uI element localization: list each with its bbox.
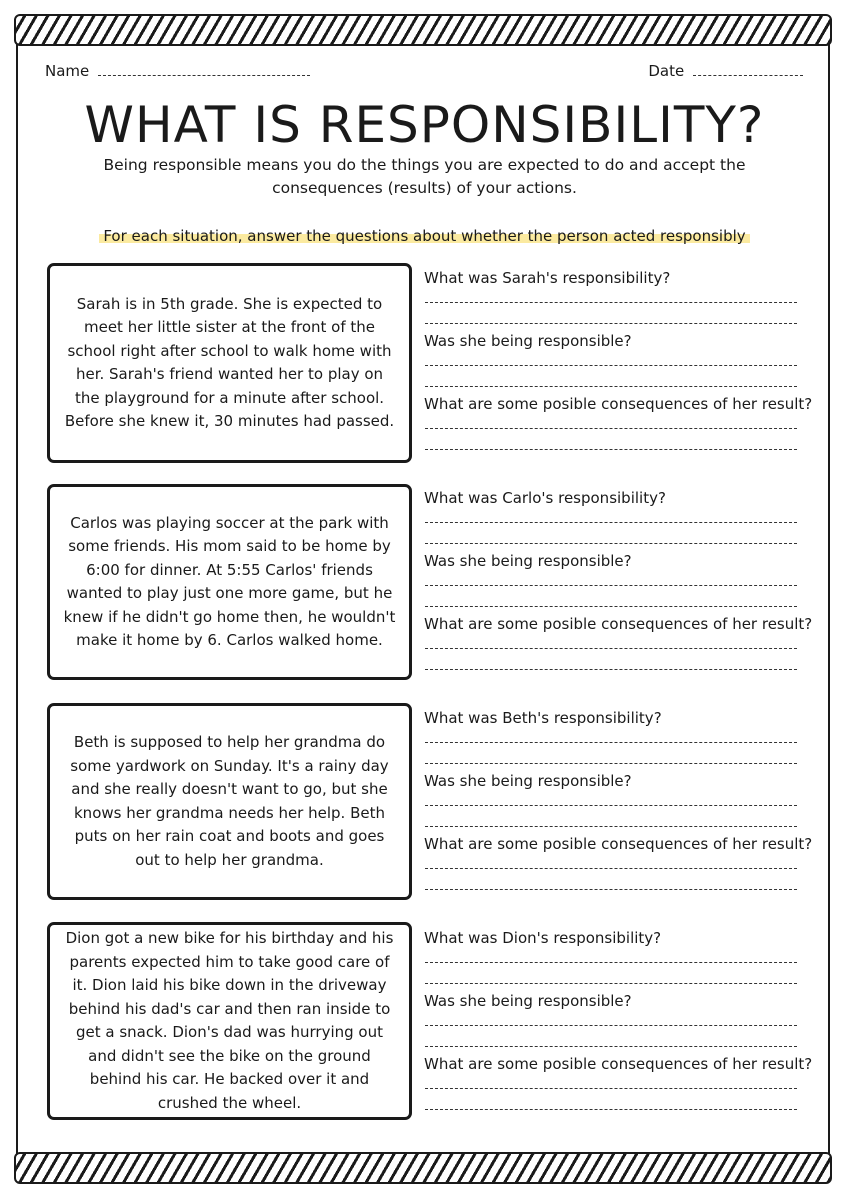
question-was-responsible: Was she being responsible? [424,772,632,790]
question-was-responsible: Was she being responsible? [424,552,632,570]
question-was-responsible: Was she being responsible? [424,992,632,1010]
answer-line[interactable] [425,449,797,450]
answer-line[interactable] [425,648,797,649]
answer-line[interactable] [425,1088,797,1089]
question-group-sarah [424,268,813,450]
name-blank[interactable] [98,63,310,76]
scenario-text: Beth is supposed to help her grandma do some yardwork on Sunday. It's a rainy day and she really doesn't want to go, but she knows her grandma needs her help. Beth puts on her rain coat and boots and goes out to help her grandma. [70,733,389,869]
scenario-text: Sarah is in 5th grade. She is expected to meet her little sister at the front of the school right after school to walk home with her. Sarah's friend wanted her to play on the playground for a minute after school. Before she knew it, 30 minutes had passed. [64,294,395,430]
scenario-box-carlos [47,484,412,680]
scenario-box-sarah [47,263,412,463]
answer-line[interactable] [425,889,797,890]
answer-line[interactable] [425,386,797,387]
question-was-responsible: Was she being responsible? [424,332,632,350]
scenario-text: Carlos was playing soccer at the park with some friends. His mom said to be home by 6:00 for dinner. At 5:55 Carlos' friends wanted to play just one more game, but he knew if he didn't go home then, he wouldn't make it home by 6. Carlos walked home. [63,513,396,649]
answer-line[interactable] [425,522,797,523]
question-responsibility: What was Dion's responsibility? [424,929,662,947]
answer-line[interactable] [425,606,797,607]
decorative-top-border [14,14,832,46]
page-title: WHAT IS RESPONSIBILITY? [84,96,765,154]
answer-line[interactable] [425,669,797,670]
answer-line[interactable] [425,868,797,869]
question-group-beth [424,708,813,890]
date-field[interactable] [648,62,803,80]
decorative-bottom-border [14,1152,832,1184]
answer-line[interactable] [425,543,797,544]
question-consequences: What are some posible consequences of her result? [424,835,813,853]
answer-line[interactable] [425,826,797,827]
answer-line[interactable] [425,805,797,806]
answer-line[interactable] [425,428,797,429]
answer-line[interactable] [425,1046,797,1047]
answer-line[interactable] [425,323,797,324]
answer-line[interactable] [425,1109,797,1110]
question-consequences: What are some posible consequences of her result? [424,615,813,633]
question-consequences: What are some posible consequences of her result? [424,1055,813,1073]
answer-line[interactable] [425,302,797,303]
scenario-box-dion [47,922,412,1120]
name-label: Name [45,62,90,80]
question-responsibility: What was Carlo's responsibility? [424,489,666,507]
scenario-text: Dion got a new bike for his birthday and his parents expected him to take good care of it. Dion laid his bike down in the driveway behind his dad's car and then ran inside to get a snack. Dion's dad was hurrying out and didn't see the bike on the ground behind his car. He backed over it and crushed the wheel. [65,929,394,1112]
answer-line[interactable] [425,742,797,743]
instruction-text: For each situation, answer the questions about whether the person acted responsibly [99,227,749,245]
question-responsibility: What was Beth's responsibility? [424,709,662,727]
instruction [0,227,849,245]
answer-line[interactable] [425,365,797,366]
answer-line[interactable] [425,763,797,764]
answer-line[interactable] [425,983,797,984]
question-consequences: What are some posible consequences of her result? [424,395,813,413]
answer-line[interactable] [425,1025,797,1026]
date-blank[interactable] [693,63,803,76]
name-field[interactable] [45,62,310,80]
answer-line[interactable] [425,962,797,963]
question-responsibility: What was Sarah's responsibility? [424,269,671,287]
scenario-box-beth [47,703,412,900]
answer-line[interactable] [425,585,797,586]
question-group-carlos [424,488,813,670]
intro-text: Being responsible means you do the things you are expected to do and accept the consequences (results) of your actions. [103,156,746,197]
question-group-dion [424,928,813,1110]
date-label: Date [648,62,685,80]
